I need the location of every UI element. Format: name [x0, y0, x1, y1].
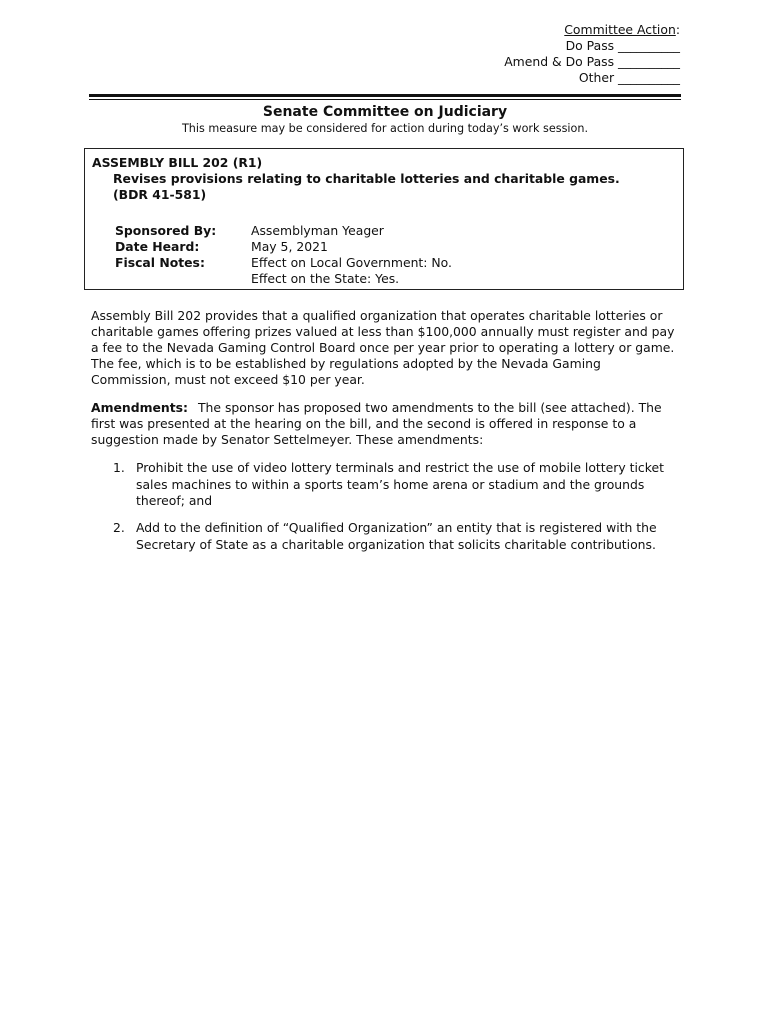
- date-heard-value: May 5, 2021: [251, 239, 328, 254]
- list-item-number: 1.: [113, 460, 125, 475]
- bill-bdr: (BDR 41-581): [113, 187, 207, 202]
- date-heard-label: Date Heard:: [115, 239, 200, 254]
- amend-do-pass-line: Amend & Do Pass __________: [504, 54, 680, 69]
- committee-action-block: [504, 22, 680, 86]
- bill-description: Revises provisions relating to charitable lotteries and charitable games.: [113, 171, 620, 186]
- fiscal-state-value: Effect on the State: Yes.: [251, 271, 400, 286]
- list-item: [113, 520, 683, 553]
- sponsored-by-value: Assemblyman Yeager: [251, 223, 384, 238]
- fiscal-local-value: Effect on Local Government: No.: [251, 255, 452, 270]
- amendments-label: Amendments:: [91, 400, 188, 415]
- committee-action-colon: :: [675, 22, 680, 37]
- other-line: Other __________: [578, 70, 680, 85]
- bill-summary: Assembly Bill 202 provides that a qualified organization that operates charitable lotteries or charitable games offering prizes valued at less than $100,000 annually must register and pay a fee to the Nevada Gaming Control Board once per year prior to operating a lottery or game. The fee, which is to be established by regulations adopted by the Nevada Gaming Commission, must not exceed $10 per year.: [91, 308, 675, 387]
- list-item-text: Add to the definition of “Qualified Organization” an entity that is registered with the Secretary of State as a charitable organization that solicits charitable contributions.: [136, 520, 657, 552]
- amendments-paragraph: [91, 400, 683, 448]
- list-item-text: Prohibit the use of video lottery terminals and restrict the use of mobile lottery ticket sales machines to within a sports team’s home arena or stadium and the grounds thereof; and: [136, 460, 664, 508]
- amendments-text: The sponsor has proposed two amendments to the bill (see attached). The first was presented at the hearing on the bill, and the second is offered in response to a suggestion made by Senator Settelmeyer. These amendments:: [91, 400, 662, 447]
- do-pass-line: Do Pass __________: [565, 38, 680, 53]
- sponsored-by-label: Sponsored By:: [115, 223, 217, 238]
- list-item: [113, 460, 683, 510]
- header-rule-thin: [89, 99, 681, 100]
- bill-info-box: [84, 148, 684, 290]
- header-rule-thick: [89, 94, 681, 97]
- bill-title: ASSEMBLY BILL 202 (R1): [92, 155, 263, 170]
- committee-action-title: [504, 22, 680, 38]
- page-title: Senate Committee on Judiciary: [262, 104, 508, 120]
- list-item-number: 2.: [113, 520, 125, 535]
- fiscal-notes-label: Fiscal Notes:: [115, 255, 205, 270]
- page-subtitle: This measure may be considered for action during today’s work session.: [181, 122, 589, 135]
- committee-action-title-text: Committee Action: [564, 22, 676, 37]
